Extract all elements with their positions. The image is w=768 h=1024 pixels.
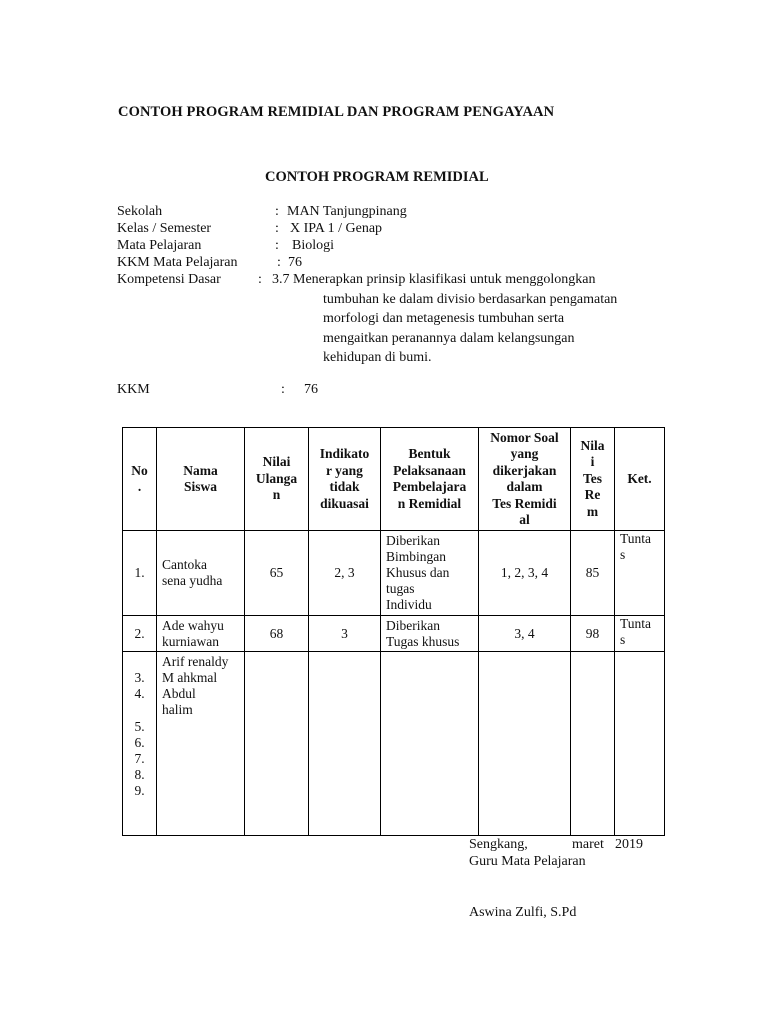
row-tes: 85 [571,531,615,616]
header-nama: Nama Siswa [157,428,245,531]
row-bentuk: Diberikan Tugas khusus [381,616,479,652]
kelas-label: Kelas / Semester [117,221,212,236]
row-bentuk: Diberikan Bimbingan Khusus dan tugas Individu [381,531,479,616]
row-numbers: 3. 4. 5. 6. 7. 8. 9. [123,652,157,836]
row-indikator: 3 [309,616,381,652]
kkm-mapel-label: KKM Mata Pelajaran [117,255,238,270]
kd-line: kehidupan di bumi. [323,350,432,365]
header-ket: Ket. [615,428,665,531]
row-nomor: 1, 2, 3, 4 [479,531,571,616]
empty-cell [381,652,479,836]
row-ket: Tunta s [615,616,665,652]
signature-year: 2019 [615,837,643,852]
row-names: Arif renaldy M ahkmal Abdul halim [157,652,245,836]
header-bentuk: Bentuk Pelaksanaan Pembelajara n Remidial [381,428,479,531]
row-no: 2. [123,616,157,652]
header-nilai-ulangan: Nilai Ulanga n [245,428,309,531]
kkm-mapel-colon: : [277,255,281,270]
signature-role: Guru Mata Pelajaran [469,854,586,869]
header-nilai-tes: Nila i Tes Re m [571,428,615,531]
table-row [123,652,665,836]
header-indikator: Indikato r yang tidak dikuasai [309,428,381,531]
row-nilai: 65 [245,531,309,616]
row-nama: Cantoka sena yudha [157,531,245,616]
section-title: CONTOH PROGRAM REMIDIAL [265,169,489,185]
kkm-mapel-value: 76 [288,255,302,270]
header-no: No . [123,428,157,531]
remedial-table [122,427,665,836]
kd-line: tumbuhan ke dalam divisio berdasarkan pengamatan [323,292,618,307]
empty-cell [615,652,665,836]
sekolah-label: Sekolah [117,204,163,219]
header-nomor-soal: Nomor Soal yang dikerjakan dalam Tes Remidi al [479,428,571,531]
signature-place: Sengkang, [469,837,528,852]
sekolah-value: MAN Tanjungpinang [287,204,407,219]
signature-month: maret [572,837,604,852]
signature-name: Aswina Zulfi, S.Pd [469,905,577,920]
sekolah-colon: : [275,204,279,219]
row-indikator: 2, 3 [309,531,381,616]
kelas-value: X IPA 1 / Genap [290,221,383,236]
table-header-row [123,428,665,531]
row-no: 1. [123,531,157,616]
table-row [123,616,665,652]
row-nilai: 68 [245,616,309,652]
empty-cell [309,652,381,836]
mapel-label: Mata Pelajaran [117,238,202,253]
kelas-colon: : [275,221,279,236]
row-nomor: 3, 4 [479,616,571,652]
table-row [123,531,665,616]
document-title: CONTOH PROGRAM REMIDIAL DAN PROGRAM PENGAYAAN [118,104,555,120]
row-ket: Tunta s [615,531,665,616]
kkm-label: KKM [117,382,150,397]
kd-line: 3.7 Menerapkan prinsip klasifikasi untuk menggolongkan [272,272,596,287]
row-nama: Ade wahyu kurniawan [157,616,245,652]
mapel-colon: : [275,238,279,253]
kd-colon: : [258,272,262,287]
empty-cell [245,652,309,836]
empty-cell [479,652,571,836]
row-tes: 98 [571,616,615,652]
kd-label: Kompetensi Dasar [117,272,221,287]
kd-line: mengaitkan peranannya dalam kelangsungan [323,331,575,346]
kkm-colon: : [281,382,285,397]
mapel-value: Biologi [292,238,335,253]
kkm-value: 76 [304,382,318,397]
kd-line: morfologi dan metagenesis tumbuhan serta [323,311,565,326]
empty-cell [571,652,615,836]
